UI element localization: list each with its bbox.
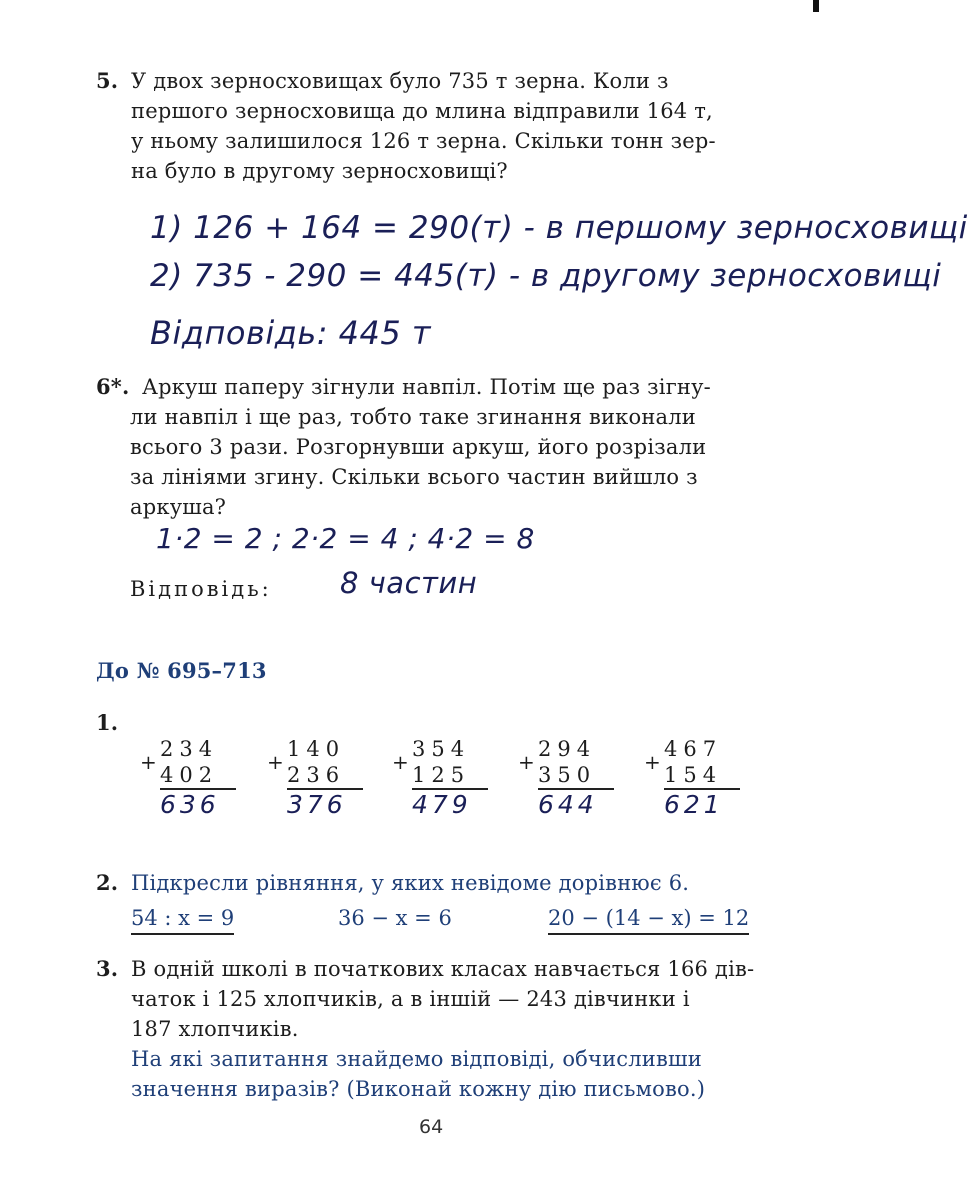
task-6-answer-value: 8 частин (340, 566, 478, 600)
addend-b: 402 (160, 763, 219, 787)
task-6-text (130, 372, 782, 522)
task-5-line: першого зерносховища до млина відправили 164 т, (131, 99, 713, 123)
task-2-number: 2. (96, 870, 119, 895)
column-sum-2 (267, 736, 377, 820)
task-1-number: 1. (96, 710, 119, 735)
task-3-text (131, 954, 781, 1104)
plus-sign: + (267, 750, 284, 774)
column-sum-4 (518, 736, 628, 820)
section-title: До № 695–713 (96, 658, 267, 683)
addend-a: 140 (287, 737, 346, 761)
column-sum-1 (140, 736, 250, 820)
sum-result: 376 (287, 790, 347, 819)
task-3-question-line: значення виразів? (Виконай кожну дію письмово.) (131, 1077, 706, 1101)
task-3-number: 3. (96, 956, 119, 981)
equation-2: 36 − x = 6 (338, 906, 452, 930)
addend-a: 294 (538, 737, 597, 761)
task-3-line: 187 хлопчиків. (131, 1017, 299, 1041)
task-5-line: У двох зерносховищах було 735 т зерна. Коли з (131, 69, 669, 93)
equation-3: 20 − (14 − x) = 12 (548, 906, 749, 935)
task-6-line: ли навпіл і ще раз, тобто таке згинання виконали (130, 405, 696, 429)
addend-a: 354 (412, 737, 471, 761)
addend-a: 467 (664, 737, 723, 761)
plus-sign: + (140, 750, 157, 774)
addend-b: 154 (664, 763, 723, 787)
task-5-solution-2: 2) 735 - 290 = 445(т) - в другому зерносховищі (150, 258, 942, 294)
task-6-number: 6*. (96, 374, 130, 399)
task-6-line: аркуша? (130, 495, 227, 519)
page-edge-mark (813, 0, 819, 12)
task-5-solution-1: 1) 126 + 164 = 290(т) - в першому зерносховищі (150, 210, 968, 246)
sum-result: 636 (160, 790, 220, 819)
task-6-line: за лініями згину. Скільки всього частин вийшло з (130, 465, 698, 489)
sum-result: 644 (538, 790, 598, 819)
plus-sign: + (392, 750, 409, 774)
column-sum-3 (392, 736, 502, 820)
task-5-line: у ньому залишилося 126 т зерна. Скільки тонн зер- (131, 129, 716, 153)
task-3-line: В одній школі в початкових класах навчається 166 дів- (131, 957, 755, 981)
task-3-line: чаток і 125 хлопчиків, а в іншій — 243 дівчинки і (131, 987, 690, 1011)
task-6-answer-label: Відповідь: (130, 577, 272, 601)
sum-result: 621 (664, 790, 724, 819)
page-number: 64 (419, 1116, 444, 1138)
task-5-number: 5. (96, 68, 119, 93)
sum-result: 479 (412, 790, 472, 819)
plus-sign: + (644, 750, 661, 774)
equation-1: 54 : x = 9 (131, 906, 234, 935)
task-6-line: всього 3 рази. Розгорнувши аркуш, його розрізали (130, 435, 707, 459)
addend-b: 236 (287, 763, 346, 787)
task-6-line: Аркуш паперу зігнули навпіл. Потім ще раз зігну- (142, 375, 711, 399)
task-2-text: Підкресли рівняння, у яких невідоме дорівнює 6. (131, 871, 690, 895)
task-5-answer: Відповідь: 445 т (150, 314, 432, 352)
task-5-line: на було в другому зерносховищі? (131, 159, 508, 183)
column-sum-5 (644, 736, 754, 820)
task-6-solution: 1·2 = 2 ; 2·2 = 4 ; 4·2 = 8 (156, 522, 535, 555)
task-3-question-line: На які запитання знайдемо відповіді, обчисливши (131, 1047, 702, 1071)
plus-sign: + (518, 750, 535, 774)
task-5-text (131, 66, 781, 186)
addend-b: 350 (538, 763, 597, 787)
addend-a: 234 (160, 737, 219, 761)
addend-b: 125 (412, 763, 471, 787)
